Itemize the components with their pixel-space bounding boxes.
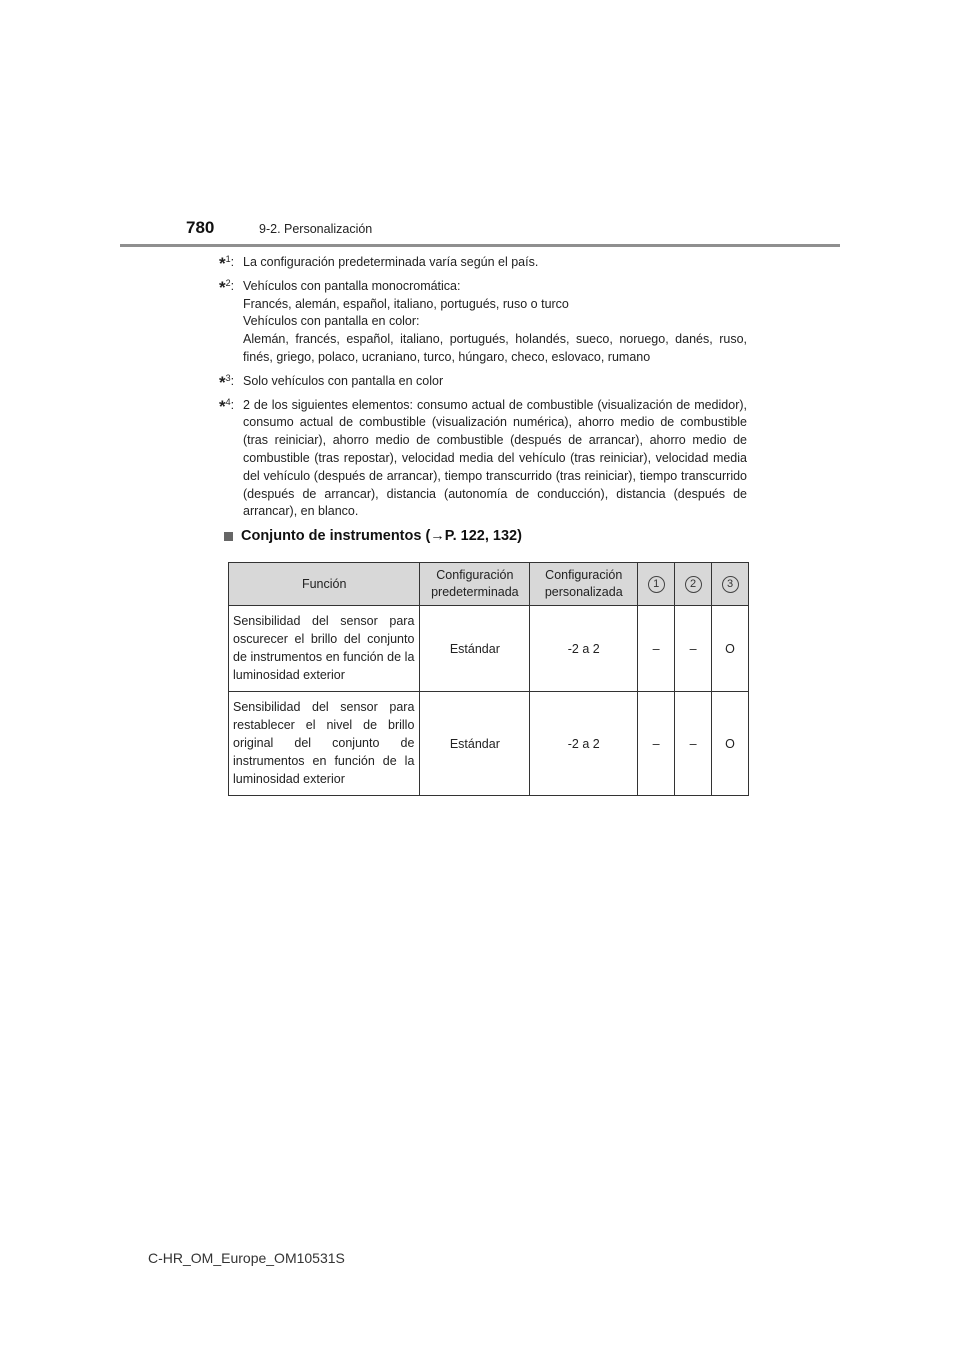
footnote-3 <box>219 373 747 391</box>
footnote-number: 4 <box>225 396 231 407</box>
footnote-marker: *$^2$: <box>219 277 235 297</box>
page-reference: P. 122, 132) <box>444 528 522 544</box>
circled-number-icon: 2 <box>685 576 702 593</box>
header-funcion: Función <box>229 563 420 606</box>
footnote-text: Vehículos con pantalla monocromática: <box>243 278 461 293</box>
footnote-4 <box>219 397 747 522</box>
table-header-row <box>229 563 749 606</box>
cell-custom: -2 a 2 <box>530 692 638 796</box>
circled-number-icon: 3 <box>722 576 739 593</box>
cell-method-3: O <box>712 606 749 692</box>
asterisk-icon: * <box>219 277 226 297</box>
page-number: 780 <box>186 218 215 237</box>
settings-table <box>228 562 749 796</box>
cell-function: Sensibilidad del sensor para oscurecer el brillo del conjunto de instrumentos en función de la luminosidad exterior <box>229 606 420 692</box>
footnote-2 <box>219 278 747 367</box>
asterisk-icon: * <box>219 254 226 273</box>
cell-method-3: O <box>712 692 749 796</box>
header-rule <box>120 244 840 247</box>
arrow-icon: → <box>430 528 445 544</box>
cell-custom: -2 a 2 <box>530 606 638 692</box>
header-method-2 <box>675 563 712 606</box>
cell-method-2: – <box>675 606 712 692</box>
cell-default: Estándar <box>420 606 530 692</box>
footnote-text: Alemán, francés, español, italiano, portugués, holandés, sueco, noruego, danés, ruso, finés, griego, polaco, ucraniano, turco, húngaro, checo, eslovaco, rumano <box>243 332 747 364</box>
subheading <box>224 528 522 544</box>
cell-method-2: – <box>675 692 712 796</box>
cell-method-1: – <box>638 692 675 796</box>
footnote-number: 3 <box>225 372 231 383</box>
footer-code: C-HR_OM_Europe_OM10531S <box>148 1250 345 1266</box>
square-bullet-icon <box>224 532 233 541</box>
table-row <box>229 692 749 796</box>
footnote-marker: *$^4$: <box>219 396 235 416</box>
cell-default: Estándar <box>420 692 530 796</box>
header-method-1 <box>638 563 675 606</box>
footnote-marker: *$^1$: <box>219 254 235 273</box>
header-custom-setting: Configuración personalizada <box>530 563 638 606</box>
footnote-text: Vehículos con pantalla en color: <box>243 314 420 329</box>
footnote-text: Solo vehículos con pantalla en color <box>243 373 444 388</box>
section-title: 9-2. Personalización <box>259 222 373 236</box>
footnotes <box>219 254 747 527</box>
header-method-3 <box>712 563 749 606</box>
header-default-setting: Configuración predeterminada <box>420 563 530 606</box>
cell-function: Sensibilidad del sensor para restablecer el nivel de brillo original del conjunto de instrumentos en función de la luminosidad exterior <box>229 692 420 796</box>
footnote-number: 1 <box>225 254 231 264</box>
footnote-text: La configuración predeterminada varía según el país. <box>243 255 539 269</box>
table-row <box>229 606 749 692</box>
subheading-text: Conjunto de instrumentos ( <box>241 528 431 544</box>
footnote-text: Francés, alemán, español, italiano, portugués, ruso o turco <box>243 296 569 311</box>
circled-number-icon: 1 <box>648 576 665 593</box>
footnote-text: 2 de los siguientes elementos: consumo actual de combustible (visualización de medidor), consumo actual de combustible (visualización numérica), ahorro medio de combustible (tras reiniciar), ahorro medio de combustible (después de arrancar), ahorro medio de combustible (tras repostar), velocidad media del vehículo (tras reiniciar), velocidad media del vehículo (después de arrancar), tiempo transcurrido (tras reiniciar), tiempo transcurrido (después de arrancar), distancia (autonomía de conducción), distancia (después de arrancar), en blanco. <box>243 397 747 519</box>
footnote-number: 2 <box>225 277 231 288</box>
footnote-marker: *$^3$: <box>219 372 235 392</box>
asterisk-icon: * <box>219 396 226 416</box>
asterisk-icon: * <box>219 372 226 392</box>
footnote-1 <box>219 254 747 272</box>
cell-method-1: – <box>638 606 675 692</box>
